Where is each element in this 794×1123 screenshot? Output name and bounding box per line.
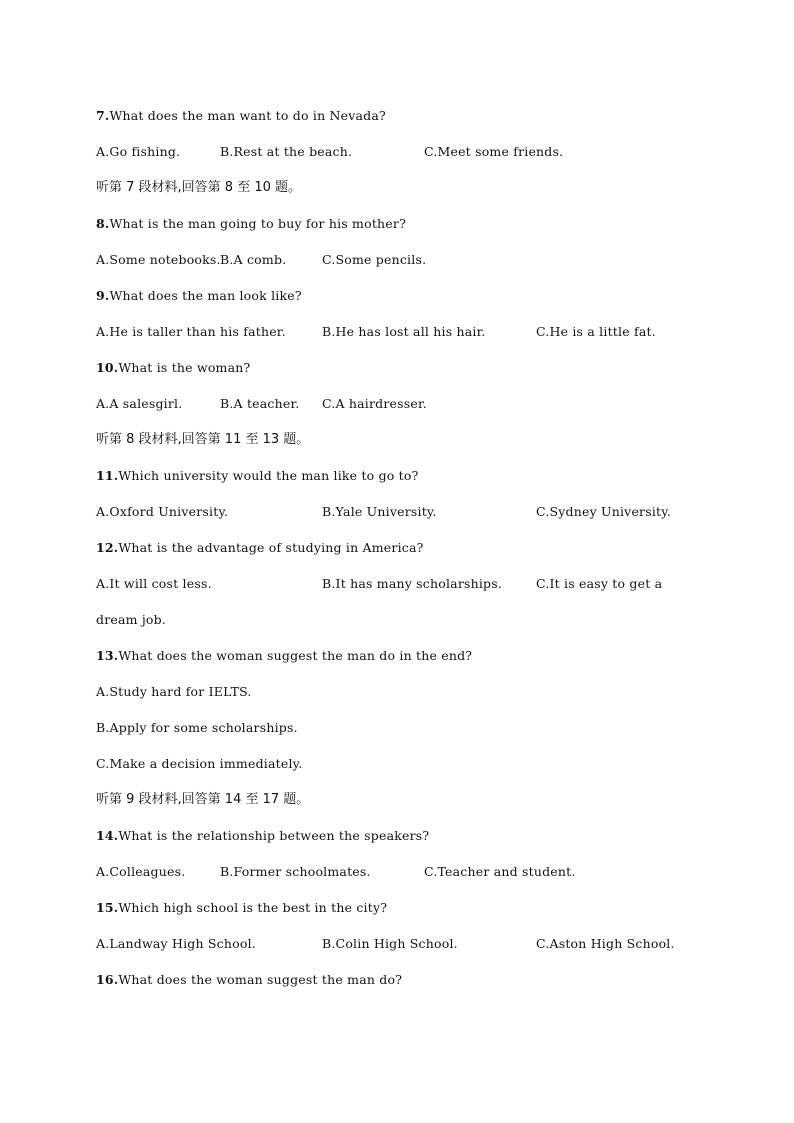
question-number: 14. [96, 828, 119, 843]
options-line [96, 396, 716, 412]
answer-option: C.Teacher and student. [424, 864, 576, 879]
question-number: 16. [96, 972, 119, 987]
answer-option: A.Oxford University. [96, 504, 229, 519]
question-line [96, 900, 387, 916]
answer-option: A.It will cost less. [96, 576, 212, 591]
answer-option: C.Aston High School. [536, 936, 675, 951]
question-text: What is the relationship between the speakers? [118, 828, 430, 843]
question-number: 8. [96, 216, 110, 231]
answer-option: A.Colleagues. [96, 864, 186, 879]
question-line [96, 540, 424, 556]
answer-option: B.Colin High School. [322, 936, 458, 951]
question-text: What does the woman suggest the man do? [118, 972, 403, 987]
question-text: What does the woman suggest the man do in the end? [118, 648, 473, 663]
answer-option: B.Former schoolmates. [220, 864, 371, 879]
answer-option: A.A salesgirl. [96, 396, 183, 411]
question-number: 12. [96, 540, 119, 555]
question-number: 10. [96, 360, 119, 375]
question-line [96, 828, 429, 844]
answer-option: C.Some pencils. [322, 252, 427, 267]
question-line [96, 108, 386, 124]
section-instruction: 听第 7 段材料,回答第 8 至 10 题。 [96, 180, 302, 195]
question-number: 11. [96, 468, 119, 483]
answer-option: A.Landway High School. [96, 936, 256, 951]
question-line [96, 216, 406, 232]
question-text: What does the man look like? [109, 288, 302, 303]
options-line [96, 576, 716, 592]
answer-option: B.A comb. [220, 252, 287, 267]
section-instruction: 听第 8 段材料,回答第 11 至 13 题。 [96, 432, 310, 447]
text-line: B.Apply for some scholarships. [96, 720, 298, 735]
question-text: What is the man going to buy for his mother? [109, 216, 406, 231]
options-line [96, 324, 716, 340]
answer-option: C.A hairdresser. [322, 396, 427, 411]
answer-option: A.Some notebooks. [96, 252, 221, 267]
question-number: 9. [96, 288, 110, 303]
question-number: 7. [96, 108, 110, 123]
answer-option: B.He has lost all his hair. [322, 324, 486, 339]
question-line [96, 648, 472, 664]
answer-option: C.Meet some friends. [424, 144, 564, 159]
section-instruction: 听第 9 段材料,回答第 14 至 17 题。 [96, 792, 310, 807]
text-line: dream job. [96, 612, 167, 627]
question-line [96, 972, 402, 988]
answer-option: C.Sydney University. [536, 504, 672, 519]
question-text: What is the advantage of studying in America? [118, 540, 424, 555]
text-line: C.Make a decision immediately. [96, 756, 303, 771]
answer-option: B.Yale University. [322, 504, 437, 519]
question-text: What does the man want to do in Nevada? [109, 108, 386, 123]
answer-option: A.He is taller than his father. [96, 324, 286, 339]
options-line [96, 864, 716, 880]
question-line [96, 288, 302, 304]
answer-option: B.A teacher. [220, 396, 300, 411]
question-line [96, 360, 250, 376]
options-line [96, 252, 716, 268]
question-number: 15. [96, 900, 119, 915]
answer-option: B.It has many scholarships. [322, 576, 503, 591]
answer-option: C.It is easy to get a [536, 576, 663, 591]
question-line [96, 468, 419, 484]
text-line: A.Study hard for IELTS. [96, 684, 252, 699]
answer-option: B.Rest at the beach. [220, 144, 353, 159]
answer-option: C.He is a little fat. [536, 324, 656, 339]
question-text: Which university would the man like to go to? [118, 468, 419, 483]
question-number: 13. [96, 648, 119, 663]
options-line [96, 144, 716, 160]
options-line [96, 936, 716, 952]
question-text: What is the woman? [118, 360, 251, 375]
question-text: Which high school is the best in the city? [118, 900, 388, 915]
options-line [96, 504, 716, 520]
answer-option: A.Go fishing. [96, 144, 181, 159]
